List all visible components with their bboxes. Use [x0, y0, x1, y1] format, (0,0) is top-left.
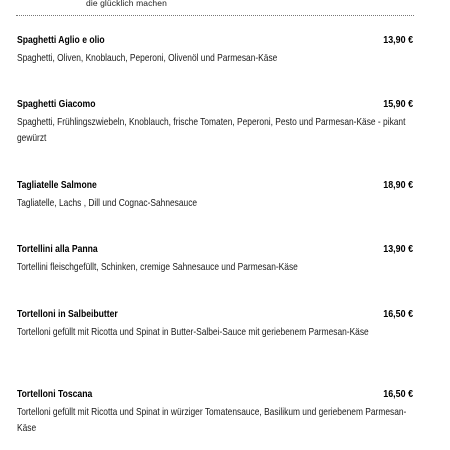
menu-item-description: Tortelloni gefüllt mit Ricotta und Spinat in Butter-Salbei-Sauce mit geriebenem Parmesan-Käse: [17, 327, 369, 338]
menu-item: [17, 34, 415, 67]
menu-item-header: [17, 179, 415, 193]
menu-item: [17, 243, 415, 276]
header-tagline: die glücklich machen: [86, 0, 167, 8]
menu-item-header: [17, 388, 415, 402]
menu-item-name: Tortelloni Toscana: [17, 388, 93, 400]
menu-item: [17, 98, 415, 147]
menu-item-name: Tortellini alla Panna: [17, 243, 98, 255]
menu-item-description: Spaghetti, Frühlingszwiebeln, Knoblauch, frische Tomaten, Peperoni, Pesto und Parmesan-Käse - pikant gewürzt: [17, 117, 406, 144]
menu-item-description: Spaghetti, Oliven, Knoblauch, Peperoni, Olivenöl und Parmesan-Käse: [17, 53, 278, 64]
menu-item-description: Tagliatelle, Lachs , Dill und Cognac-Sahnesauce: [17, 198, 198, 209]
menu-item-description: Tortellini fleischgefüllt, Schinken, cremige Sahnesauce und Parmesan-Käse: [17, 262, 298, 273]
menu-item: [17, 388, 415, 437]
menu-item-header: [17, 98, 415, 112]
menu-item-description: Tortelloni gefüllt mit Ricotta und Spinat in würziger Tomatensauce, Basilikum und geriebenem Parmesan-Käse: [17, 407, 407, 434]
menu-item-name: Spaghetti Aglio e olio: [17, 34, 105, 46]
menu-item-header: [17, 308, 415, 322]
menu-item-price: 15,90 €: [383, 98, 413, 110]
menu-item-price: 16,50 €: [383, 308, 413, 320]
menu-item-price: 18,90 €: [383, 179, 413, 191]
menu-item-price: 13,90 €: [383, 34, 413, 46]
menu-item-name: Tagliatelle Salmone: [17, 179, 97, 191]
menu-item-header: [17, 243, 415, 257]
menu-item-price: 16,50 €: [383, 388, 413, 400]
menu-item: [17, 308, 415, 341]
menu-item-price: 13,90 €: [383, 243, 413, 255]
section-divider: [16, 15, 414, 16]
menu-item-name: Spaghetti Giacomo: [17, 98, 96, 110]
menu-item: [17, 179, 415, 212]
menu-item-header: [17, 34, 415, 48]
menu-item-name: Tortelloni in Salbeibutter: [17, 308, 118, 320]
